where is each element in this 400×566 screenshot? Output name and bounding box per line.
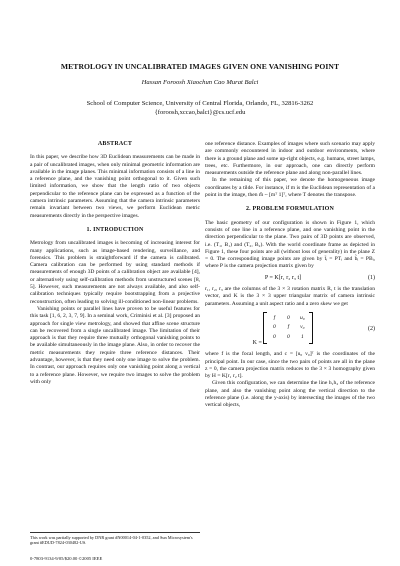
problem-heading: 2. PROBLEM FORMULATION <box>245 206 335 213</box>
matrix-entry: 1 <box>300 333 304 340</box>
abstract-heading: ABSTRACT <box>97 141 133 147</box>
copyright-notice: 0-7803-9134-9/05/$20.00 ©2005 IEEE <box>30 556 103 561</box>
left-column <box>30 141 200 386</box>
abstract-text: In this paper, we describe how 3D Euclidean measurements can be made in a pair of uncalibrated images, when only minimal geometric information are available in the image planes. This minimal information consists of a line in a reference plane, and the vanishing point orthogonal to it. Given such limited information, we show that the length ratio of two objects perpendicular to the reference plane can be expressed as a function of the camera intrinsic parameters. Assuming that the camera intrinsic parameters remain invariant between two views, we perform Euclidean metric measurements directly in the perspective images. <box>30 154 200 219</box>
right-paragraph-2: In the remaining of this paper, we denote the homogeneous image coordinates by a tilde. For instance, if m is the Euclidean representation of a point in the image, then m̃ ~ [mᵀ 1]ᵀ, where T denotes the transpose. <box>205 177 375 199</box>
author-list: Hassan Foroosh Xiaochun Cao Murat Balci <box>141 79 259 86</box>
equation-2 <box>205 312 375 347</box>
right-column <box>205 141 375 410</box>
affiliation <box>0 99 400 117</box>
intro-paragraph-1: Metrology from uncalibrated images is becoming of increasing interest for many applications, such as image-based rendering, surveillance, and forensics. This problem is straightforward if the camera is calibrated. Camera calibration can be performed by using standard methods if measurements of enough 3D points of a calibration object are available [4], or alternatively using self-calibration methods from unstructured scenes [8, 5]. However, such measurements are not always available, and also self-calibration techniques typically require bootstrapping from a projective reconstruction, often leading to solving ill-conditioned non-linear problems. <box>30 240 200 305</box>
matrix-entry: 0 <box>272 333 276 340</box>
affiliation-institution: School of Computer Science, University of Central Florida, Orlando, FL, 32816-3262 <box>86 100 314 107</box>
right-paragraph-5: where f is the focal length, and c = [u₀ v₀]ᵀ is the coordinates of the principal point. In our case, since the two pairs of points are all in the plane z = 0, the camera projection matrix reduces to the 3 × 3 homography given by H = K[r₁ r₂ t]. <box>205 351 375 380</box>
footnote: This work was partially supported by DNR grant #N00014-04-1-0352, and Sun Microsystem's grant #EDUD-7824-030482-US. <box>30 532 200 546</box>
right-paragraph-3: The basic geometry of our configuration is shown in Figure 1, which consists of one line in a reference plane, and one vanishing point in the direction perpendicular to the plane. Two pairs of 3D points are observed, i.e. (T₁, B₁) and (T₂, B₂). With the world coordinate frame as depicted in Figure 1, these four points are all (without loss of generality) in the plane Z = 0. The corresponding image points are given by t̃ᵢ = PTᵢ and b̃ᵢ = PBᵢ, where P is the camera projection matrix given by <box>205 219 375 270</box>
matrix-entry: f <box>273 314 276 321</box>
matrix-entry: 0 <box>286 314 290 321</box>
matrix-entries <box>267 315 309 341</box>
right-paragraph-4: r₁, r₂, r₃ are the columns of the 3 × 3 rotation matrix R, t is the translation vector, and K is the 3 × 3 upper triangular matrix of camera intrinsic parameters. Assuming a unit aspect ratio and a zero skew we get <box>205 286 375 307</box>
affiliation-emails: {foroosh,xccao,balci}@cs.ucf.edu <box>154 109 246 116</box>
equation-2-number: (2) <box>368 325 375 332</box>
equation-1-body: P = K[r₁ r₂ r₃ t] <box>264 274 302 281</box>
matrix-entry: v₀ <box>300 324 305 331</box>
matrix-entry: 0 <box>286 333 290 340</box>
matrix-entry: f <box>287 324 290 331</box>
equation-1-number: (1) <box>368 274 375 281</box>
paper-title: METROLOGY IN UNCALIBRATED IMAGES GIVEN ONE VANISHING POINT <box>60 62 340 71</box>
intro-paragraph-2: Vanishing points or parallel lines have proven to be useful features for this task [1, 6, 2, 3, 7, 9]. In a seminal work, Criminisi et al. [3] proposed an approach for single view metrology, and showed that affine scene structure can be recovered from a single uncalibrated image. The limitation of their approach is that they require three mutually orthogonal vanishing points to be available simultaneously in the image plane. Also, in order to recover the metric measurements they require three reference distances. Their advantage, however, is that they need only one image to solve the problem. In contrast, our approach requires only one vanishing point along a vertical to a reference plane. However, we require two images to solve the problem with only <box>30 305 200 385</box>
matrix-right-bracket <box>309 312 313 344</box>
right-paragraph-1: one reference distance. Examples of images where such scenario may apply are commonly encountered in indoor and outdoor environments, where there is a ground plane and some up-right objects, e.g. humans, street lamps, trees, etc. Furthermore, in our approach, one can directly perform measurements outside the reference plane and along non-parallel lines. <box>205 141 375 177</box>
right-paragraph-6: Given this configuration, we can determine the line h₁h₂ of the reference plane, and also the vanishing point along the vertical direction to the reference plane (i.e. along the y-axis) by intersecting the images of the two vertical objects, <box>205 380 375 409</box>
matrix-entry: 0 <box>272 324 276 331</box>
intro-heading: 1. INTRODUCTION <box>86 226 144 233</box>
equation-2-lhs: K = <box>252 339 262 346</box>
equation-1 <box>205 275 375 282</box>
intrinsic-matrix <box>263 312 313 344</box>
matrix-entry: u₀ <box>299 314 305 321</box>
